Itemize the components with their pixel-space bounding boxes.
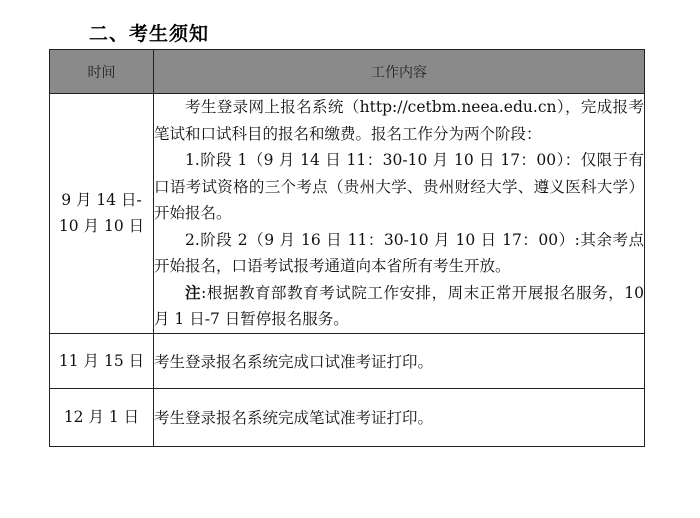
paragraph-intro: 考生登录网上报名系统（http://cetbm.neea.edu.cn），完成报考笔试和口试科目的报名和缴费。报名工作分为两个阶段： bbox=[154, 98, 644, 143]
row-content-registration bbox=[154, 94, 645, 334]
table-row bbox=[50, 333, 645, 388]
header-content: 工作内容 bbox=[154, 50, 645, 94]
note-label: 注 bbox=[185, 282, 202, 302]
time-line: 10 月 10 日 bbox=[58, 217, 145, 236]
table-row bbox=[50, 94, 645, 334]
exam-schedule-table bbox=[49, 49, 645, 447]
table-header-row bbox=[50, 50, 645, 94]
row-content-written-admission: 考生登录报名系统完成笔试准考证打印。 bbox=[154, 388, 645, 446]
note-text: :根据教育部教育考试院工作安排，周末正常开展报名服务，10 月 1 日-7 日暂停报名服务。 bbox=[154, 283, 644, 328]
paragraph-stage-1: 1.阶段 1（9 月 14 日 11：30-10 月 10 日 17：00）：仅限于有口语考试资格的三个考点（贵州大学、贵州财经大学、遵义医科大学）开始报名。 bbox=[154, 151, 644, 222]
row-time-registration bbox=[50, 94, 154, 334]
table-row bbox=[50, 388, 645, 446]
section-title: 二、考生须知 bbox=[89, 23, 210, 45]
time-line: 9 月 14 日- bbox=[61, 191, 142, 210]
row-content-oral-admission: 考生登录报名系统完成口试准考证打印。 bbox=[154, 333, 645, 388]
paragraph-note bbox=[154, 280, 644, 333]
paragraph-stage-2: 2.阶段 2（9 月 16 日 11：30-10 月 10 日 17：00）:其余考点开始报名，口语考试报考通道向本省所有考生开放。 bbox=[154, 230, 644, 275]
row-time-written-admission: 12 月 1 日 bbox=[50, 388, 154, 446]
header-time: 时间 bbox=[50, 50, 154, 94]
row-time-oral-admission: 11 月 15 日 bbox=[50, 333, 154, 388]
